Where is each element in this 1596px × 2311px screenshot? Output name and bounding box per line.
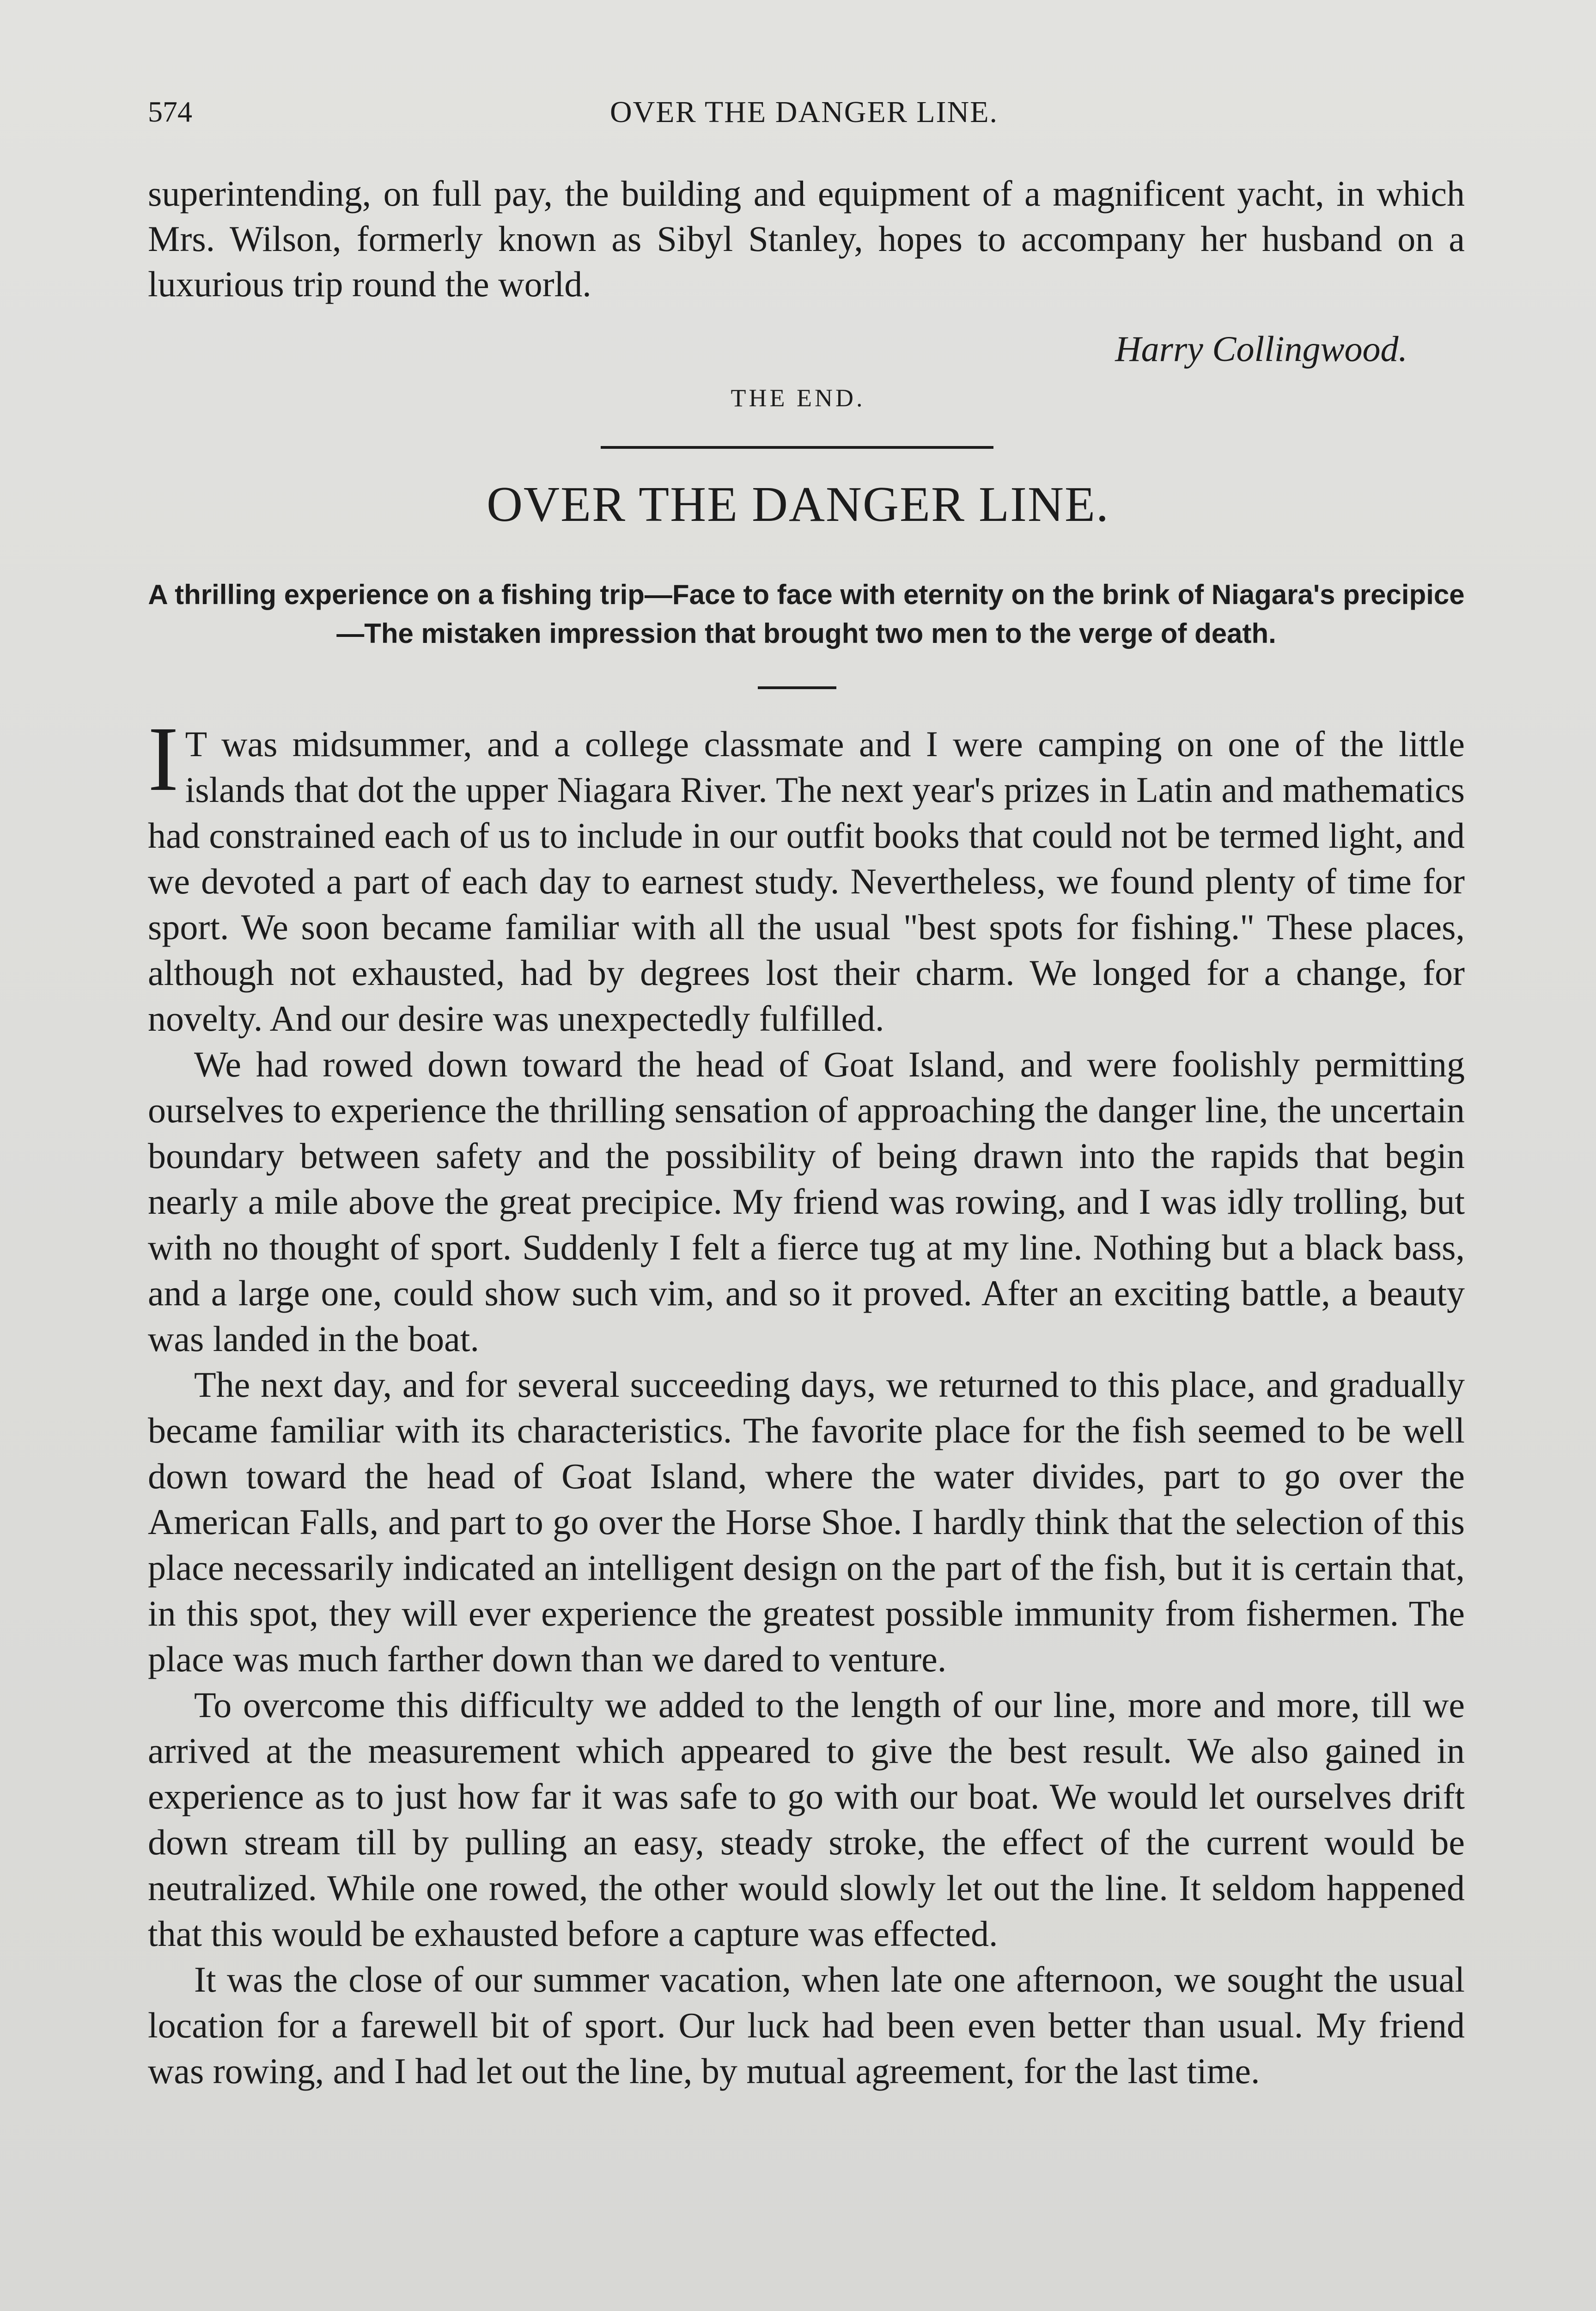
running-head bbox=[148, 95, 1460, 136]
article-subtitle: A thrilling experience on a fishing trip—Face to face with eternity on the brink of Niagara's precipice—The mistaken impression that brought two men to the verge of death. bbox=[148, 579, 1465, 649]
paragraph-4: To overcome this difficulty we added to the length of our line, more and more, till we arrived at the measurement which appeared to give the best result. We also gained in experience as to just how far it was safe to go with our boat. We would let ourselves drift down stream till by pulling an easy, steady stroke, the effect of the current would be neutralized. While one rowed, the other would slowly let out the line. It seldom happened that this would be exhausted before a capture was effected. bbox=[148, 1685, 1465, 1954]
article-body bbox=[148, 708, 1465, 2094]
running-title: OVER THE DANGER LINE. bbox=[609, 95, 999, 129]
author-signature: Harry Collingwood. bbox=[1115, 329, 1407, 369]
subtitle-divider bbox=[758, 686, 836, 689]
paragraph-1-text: T was midsummer, and a college classmate and I were camping on one of the little islands that dot the upper Niagara River. The next year's prizes in Latin and mathematics had constrained each of us to include in our outfit books that could not be termed light, and we devoted a part of each day to earnest study. Nevertheless, we found plenty of time for sport. We soon became familiar with all the usual "best spots for fishing." These places, although not exhausted, had by degrees lost their charm. We longed for a change, for novelty. And our desire was unexpectedly fulfilled. bbox=[148, 724, 1465, 1039]
page-number: 574 bbox=[148, 95, 192, 128]
paragraph-3: The next day, and for several succeeding days, we returned to this place, and gradually became familiar with its characteristics. The favorite place for the fish seemed to be well down toward the head of Goat Island, where the water divides, part to go over the American Falls, and part to go over the Horse Shoe. I hardly think that the selection of this place necessarily indicated an intelligent design on the part of the fish, but it is certain that, in this spot, they will ever experience the greatest possible immunity from fishermen. The place was much farther down than we dared to venture. bbox=[148, 1364, 1465, 1679]
paragraph-5: It was the close of our summer vacation, when late one afternoon, we sought the usual location for a farewell bit of sport. Our luck had been even better than usual. My friend was rowing, and I had let out the line, by mutual agreement, for the last time. bbox=[148, 1959, 1465, 2091]
end-mark: THE END. bbox=[731, 384, 865, 412]
article-title: OVER THE DANGER LINE. bbox=[487, 477, 1109, 532]
paragraph-2: We had rowed down toward the head of Goat Island, and were foolishly permitting ourselves to experience the thrilling sensation of approaching the danger line, the uncertain boundary between safety and the possibility of being drawn into the rapids that begin nearly a mile above the great precipice. My friend was rowing, and I was idly trolling, but with no thought of sport. Suddenly I felt a fierce tug at my line. Nothing but a black bass, and a large one, could show such vim, and so it proved. After an exciting battle, a beauty was landed in the boat. bbox=[148, 1044, 1465, 1359]
paragraph-1 bbox=[148, 708, 1465, 1041]
section-divider bbox=[601, 446, 993, 449]
drop-cap: I bbox=[148, 708, 179, 810]
previous-story-closing-paragraph: superintending, on full pay, the building and equipment of a magnificent yacht, in which Mrs. Wilson, formerly known as Sibyl Stanley, hopes to accompany her husband on a luxurious trip round the world. bbox=[148, 173, 1465, 304]
